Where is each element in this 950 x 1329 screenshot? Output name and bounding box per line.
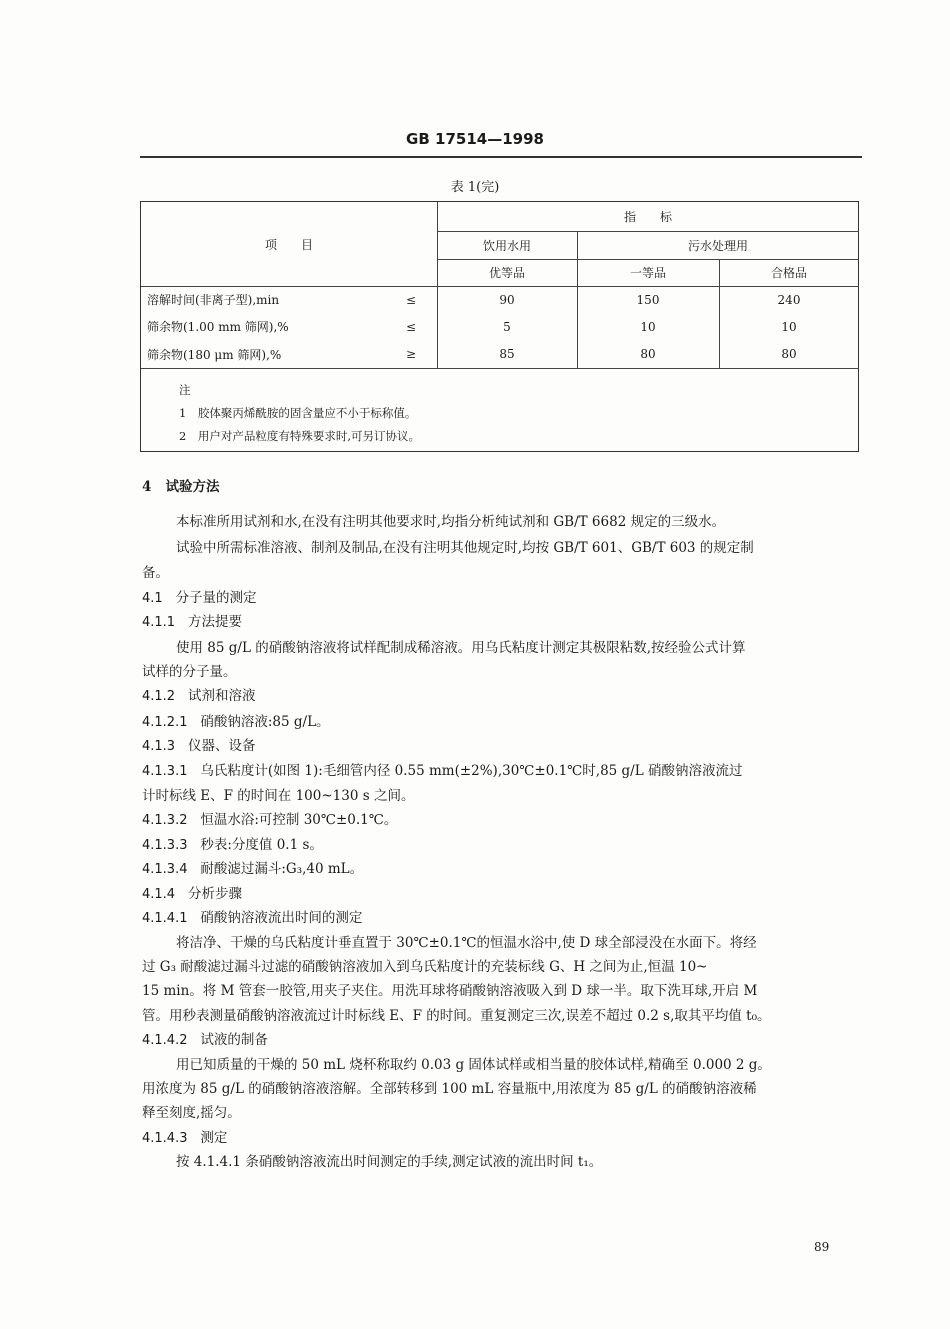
clause-item: [142, 857, 363, 877]
header-first-grade: 一等品: [629, 266, 666, 280]
clause-text: 耐酸滤过漏斗:G₃,40 mL。: [200, 861, 364, 877]
paragraph: 15 min。将 M 管套一胶管,用夹子夹住。用洗耳球将硝酸钠溶液吸入到 D 球一半。取下洗耳球,开启 M: [142, 983, 758, 999]
table-note-title: 注: [179, 383, 191, 397]
paragraph: 将洁净、干燥的乌氏粘度计垂直置于 30℃±0.1℃的恒温水浴中,使 D 球全部浸没在水面下。将经: [176, 935, 757, 951]
paragraph: 试验中所需标准溶液、制剂及制品,在没有注明其他规定时,均按 GB/T 601、GB/T 603 的规定制: [176, 540, 754, 556]
clause-title: 仪器、设备: [187, 738, 256, 754]
table-hline: [141, 368, 859, 369]
clause-heading: [142, 1028, 268, 1048]
standard-code: GB 17514—1998: [406, 130, 544, 148]
clause-item: [142, 710, 330, 730]
clause-title: 硝酸钠溶液流出时间的测定: [200, 910, 363, 926]
clause-number: 4.1: [142, 591, 163, 606]
clause-text: 乌氏粘度计(如图 1):毛细管内径 0.55 mm(±2%),30℃±0.1℃时,85 g/L 硝酸钠溶液流过: [200, 763, 743, 779]
row-first: 80: [640, 347, 656, 361]
paragraph: 管。用秒表测量硝酸钠溶液流过计时标线 E、F 的时间。重复测定三次,误差不超过 0.2 s,取其平均值 t₀。: [142, 1008, 771, 1024]
clause-text: 硝酸钠溶液:85 g/L。: [200, 714, 330, 730]
clause-number: 4.1.2.1: [142, 715, 188, 730]
clause-heading: [142, 1126, 227, 1146]
row-item: 溶解时间(非离子型),min: [147, 293, 280, 307]
clause-number: 4.1.3.4: [142, 862, 188, 877]
clause-number: 4.1.4.1: [142, 911, 188, 926]
clause-number: 4.1.3.2: [142, 813, 188, 828]
paragraph: 计时标线 E、F 的时间在 100~130 s 之间。: [142, 788, 415, 804]
clause-heading: [142, 882, 242, 902]
section-heading: [142, 475, 220, 495]
clause-title: 分析步骤: [187, 886, 242, 902]
clause-title: 方法提要: [187, 614, 242, 630]
clause-heading: [142, 684, 255, 704]
spec-table: [140, 201, 859, 452]
clause-number: 4.1.4.3: [142, 1131, 188, 1146]
page-number: 89: [814, 1240, 830, 1254]
paragraph: 本标准所用试剂和水,在没有注明其他要求时,均指分析纯试剂和 GB/T 6682 规定的三级水。: [176, 514, 726, 530]
clause-number: 4.1.4.2: [142, 1033, 188, 1048]
header-drinking-water: 饮用水用: [482, 238, 531, 253]
clause-heading: [142, 734, 255, 754]
clause-number: 4.1.1: [142, 615, 176, 630]
clause-text: 恒温水浴:可控制 30℃±0.1℃。: [200, 812, 398, 828]
clause-heading: [142, 906, 362, 926]
clause-title: 试剂和溶液: [187, 688, 256, 704]
row-premium: 5: [503, 319, 511, 334]
paragraph: 备。: [142, 565, 169, 581]
row-sign: ≤: [405, 292, 417, 307]
clause-number: 4.1.2: [142, 689, 176, 704]
row-first: 150: [636, 292, 660, 307]
paragraph: 按 4.1.4.1 条硝酸钠溶液流出时间测定的手续,测定试液的流出时间 t₁。: [176, 1154, 603, 1170]
header-qualified: 合格品: [770, 266, 807, 280]
row-sign: ≤: [405, 319, 417, 334]
clause-item: [142, 759, 743, 779]
clause-title: 分子量的测定: [175, 590, 257, 606]
clause-number: 4.1.4: [142, 887, 176, 902]
paragraph: 释至刻度,摇匀。: [142, 1105, 241, 1121]
paragraph: 过 G₃ 耐酸滤过漏斗过滤的硝酸钠溶液加入到乌氏粘度计的充装标线 G、H 之间为止,恒温 10~: [142, 959, 708, 975]
section-title: 试验方法: [165, 479, 220, 495]
row-qualified: 10: [781, 319, 797, 334]
clause-number: 4.1.3.3: [142, 838, 188, 853]
row-item: 筛余物(1.00 mm 筛网),%: [147, 320, 289, 334]
clause-title: 试液的制备: [200, 1032, 268, 1048]
row-premium: 90: [499, 292, 515, 307]
row-qualified: 80: [781, 347, 797, 361]
header-indicator: 指 标: [623, 210, 672, 224]
clause-number: 4.1.3.1: [142, 764, 188, 779]
clause-heading: [142, 586, 257, 606]
row-sign: ≥: [405, 347, 417, 361]
paragraph: 用已知质量的干燥的 50 mL 烧杯称取约 0.03 g 固体试样或相当量的胶体试样,精确至 0.000 2 g。: [176, 1057, 771, 1073]
row-qualified: 240: [777, 292, 801, 307]
section-number: 4: [142, 479, 152, 495]
header-premium: 优等品: [488, 266, 525, 280]
table-caption: 表 1(完): [450, 180, 500, 195]
table-note: 2 用户对产品粒度有特殊要求时,可另订协议。: [179, 429, 420, 443]
header-sewage: 污水处理用: [687, 238, 748, 253]
clause-item: [142, 808, 397, 828]
header-item: 项 目: [264, 237, 313, 252]
clause-number: 4.1.3: [142, 739, 176, 754]
row-item: 筛余物(180 μm 筛网),%: [147, 347, 282, 362]
paragraph: 使用 85 g/L 的硝酸钠溶液将试样配制成稀溶液。用乌氏粘度计测定其极限粘数,按经验公式计算: [176, 640, 746, 656]
clause-text: 秒表:分度值 0.1 s。: [200, 837, 323, 853]
row-first: 10: [640, 319, 656, 334]
row-premium: 85: [499, 347, 515, 361]
paragraph: 试样的分子量。: [142, 664, 237, 680]
paragraph: 用浓度为 85 g/L 的硝酸钠溶液溶解。全部转移到 100 mL 容量瓶中,用浓度为 85 g/L 的硝酸钠溶液稀: [142, 1081, 757, 1097]
clause-item: [142, 833, 323, 853]
clause-heading: [142, 610, 242, 630]
table-note: 1 胶体聚丙烯酰胺的固含量应不小于标称值。: [179, 406, 417, 420]
clause-title: 测定: [200, 1130, 228, 1146]
header-rule: [140, 156, 862, 158]
